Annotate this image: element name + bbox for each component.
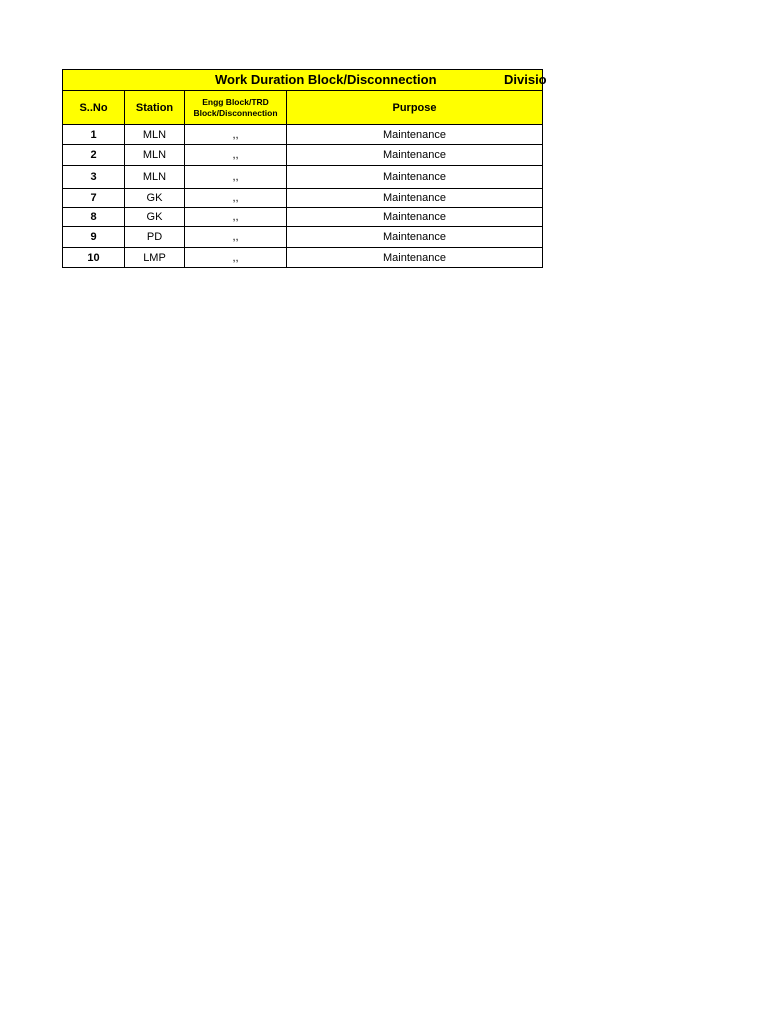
cell-purpose[interactable]: Maintenance <box>287 166 543 189</box>
cell-block[interactable]: ,, <box>185 145 287 166</box>
spreadsheet-area <box>62 69 547 268</box>
cell-block[interactable]: ,, <box>185 248 287 268</box>
header-purpose[interactable]: Purpose <box>287 91 543 125</box>
cell-sno[interactable]: 2 <box>63 145 125 166</box>
table-title: Work Duration Block/Disconnection <box>215 72 437 87</box>
table-row <box>63 227 543 248</box>
division-label: Divisio <box>504 72 547 87</box>
table-row <box>63 208 543 227</box>
title-row <box>63 70 543 91</box>
cell-block[interactable]: ,, <box>185 125 287 145</box>
cell-sno[interactable]: 10 <box>63 248 125 268</box>
cell-purpose[interactable]: Maintenance <box>287 208 543 227</box>
header-station[interactable]: Station <box>125 91 185 125</box>
header-sno[interactable]: S..No <box>63 91 125 125</box>
cell-sno[interactable]: 7 <box>63 189 125 208</box>
cell-sno[interactable]: 9 <box>63 227 125 248</box>
cell-station[interactable]: PD <box>125 227 185 248</box>
cell-station[interactable]: GK <box>125 189 185 208</box>
title-cell[interactable] <box>63 70 547 91</box>
cell-station[interactable]: MLN <box>125 166 185 189</box>
table-row <box>63 125 543 145</box>
cell-purpose[interactable]: Maintenance <box>287 145 543 166</box>
cell-purpose[interactable]: Maintenance <box>287 227 543 248</box>
cell-block[interactable]: ,, <box>185 166 287 189</box>
cell-station[interactable]: MLN <box>125 125 185 145</box>
cell-station[interactable]: MLN <box>125 145 185 166</box>
cell-sno[interactable]: 8 <box>63 208 125 227</box>
table-row <box>63 145 543 166</box>
cell-sno[interactable]: 1 <box>63 125 125 145</box>
header-block-type[interactable]: Engg Block/TRD Block/Disconnection <box>185 91 287 125</box>
header-row <box>63 91 543 125</box>
block-schedule-table <box>62 69 547 268</box>
cell-purpose[interactable]: Maintenance <box>287 189 543 208</box>
table-row <box>63 166 543 189</box>
cell-block[interactable]: ,, <box>185 189 287 208</box>
cell-station[interactable]: LMP <box>125 248 185 268</box>
cell-purpose[interactable]: Maintenance <box>287 125 543 145</box>
cell-station[interactable]: GK <box>125 208 185 227</box>
cell-purpose[interactable]: Maintenance <box>287 248 543 268</box>
cell-block[interactable]: ,, <box>185 227 287 248</box>
cell-sno[interactable]: 3 <box>63 166 125 189</box>
cell-block[interactable]: ,, <box>185 208 287 227</box>
table-row <box>63 248 543 268</box>
table-row <box>63 189 543 208</box>
